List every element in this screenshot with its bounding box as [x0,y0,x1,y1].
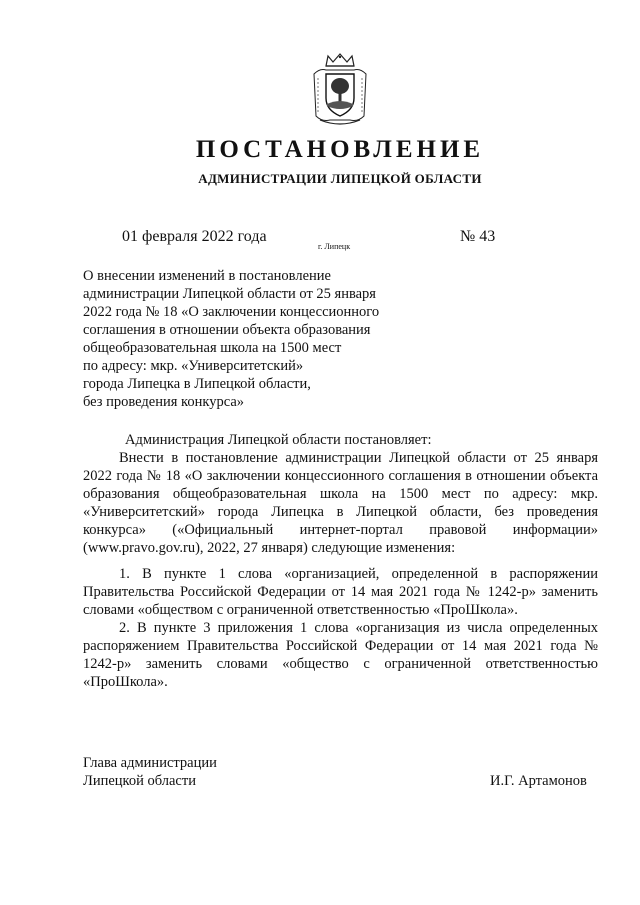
subject-line: общеобразовательная школа на 1500 мест [83,340,342,356]
signature-position-line: Липецкой области [83,773,196,789]
document-subject [83,267,413,411]
subject-line: без проведения конкурса» [83,394,245,410]
body-intro-paragraph: Администрация Липецкой области постановляет: [125,432,432,448]
document-date: 01 февраля 2022 года [122,228,267,245]
body-item-2-paragraph: 2. В пункте 3 приложения 1 слова «организация из числа определенных распоряжением Правительства Российской Федерации от 14 мая 2021 года № 1242-р» заменить словами «общество с ограниченной ответственностью «ПроШкола». [83,620,598,690]
document-subtitle: АДМИНИСТРАЦИИ ЛИПЕЦКОЙ ОБЛАСТИ [198,171,482,186]
document-number: № 43 [460,228,496,245]
signature-name: И.Г. Артамонов [490,773,587,789]
signature-position [83,754,217,790]
document-body [83,431,598,691]
document-title: ПОСТАНОВЛЕНИЕ [195,136,485,163]
subject-line: администрации Липецкой области от 25 января [83,286,376,302]
subject-line: города Липецка в Липецкой области, [83,376,311,392]
document-city: г. Липецк [318,242,351,251]
body-main-paragraph: Внести в постановление администрации Липецкой области от 25 января 2022 года № 18 «О заключении концессионного соглашения в отношении объекта образования общеобразовательная школа на 1500 мест по адресу: мкр. «Университетский» города Липецка в Липецкой области, без проведения конкурса» («Официальный интернет-портал правовой информации» (www.pravo.gov.ru), 2022, 27 января) следующие изменения: [83,450,598,556]
subject-line: О внесении изменений в постановление [83,268,331,284]
coat-of-arms-emblem [310,52,370,128]
subject-line: соглашения в отношении объекта образования [83,322,371,338]
subject-line: по адресу: мкр. «Университетский» [83,358,304,374]
signature-position-line: Глава администрации [83,755,217,771]
body-item-1-paragraph: 1. В пункте 1 слова «организацией, определенной в распоряжении Правительства Российской Федерации от 14 мая 2021 года № 1242-р» заменить словами «обществом с ограниченной ответственностью «ПроШкола». [83,566,598,618]
subject-line: 2022 года № 18 «О заключении концессионного [83,304,380,320]
